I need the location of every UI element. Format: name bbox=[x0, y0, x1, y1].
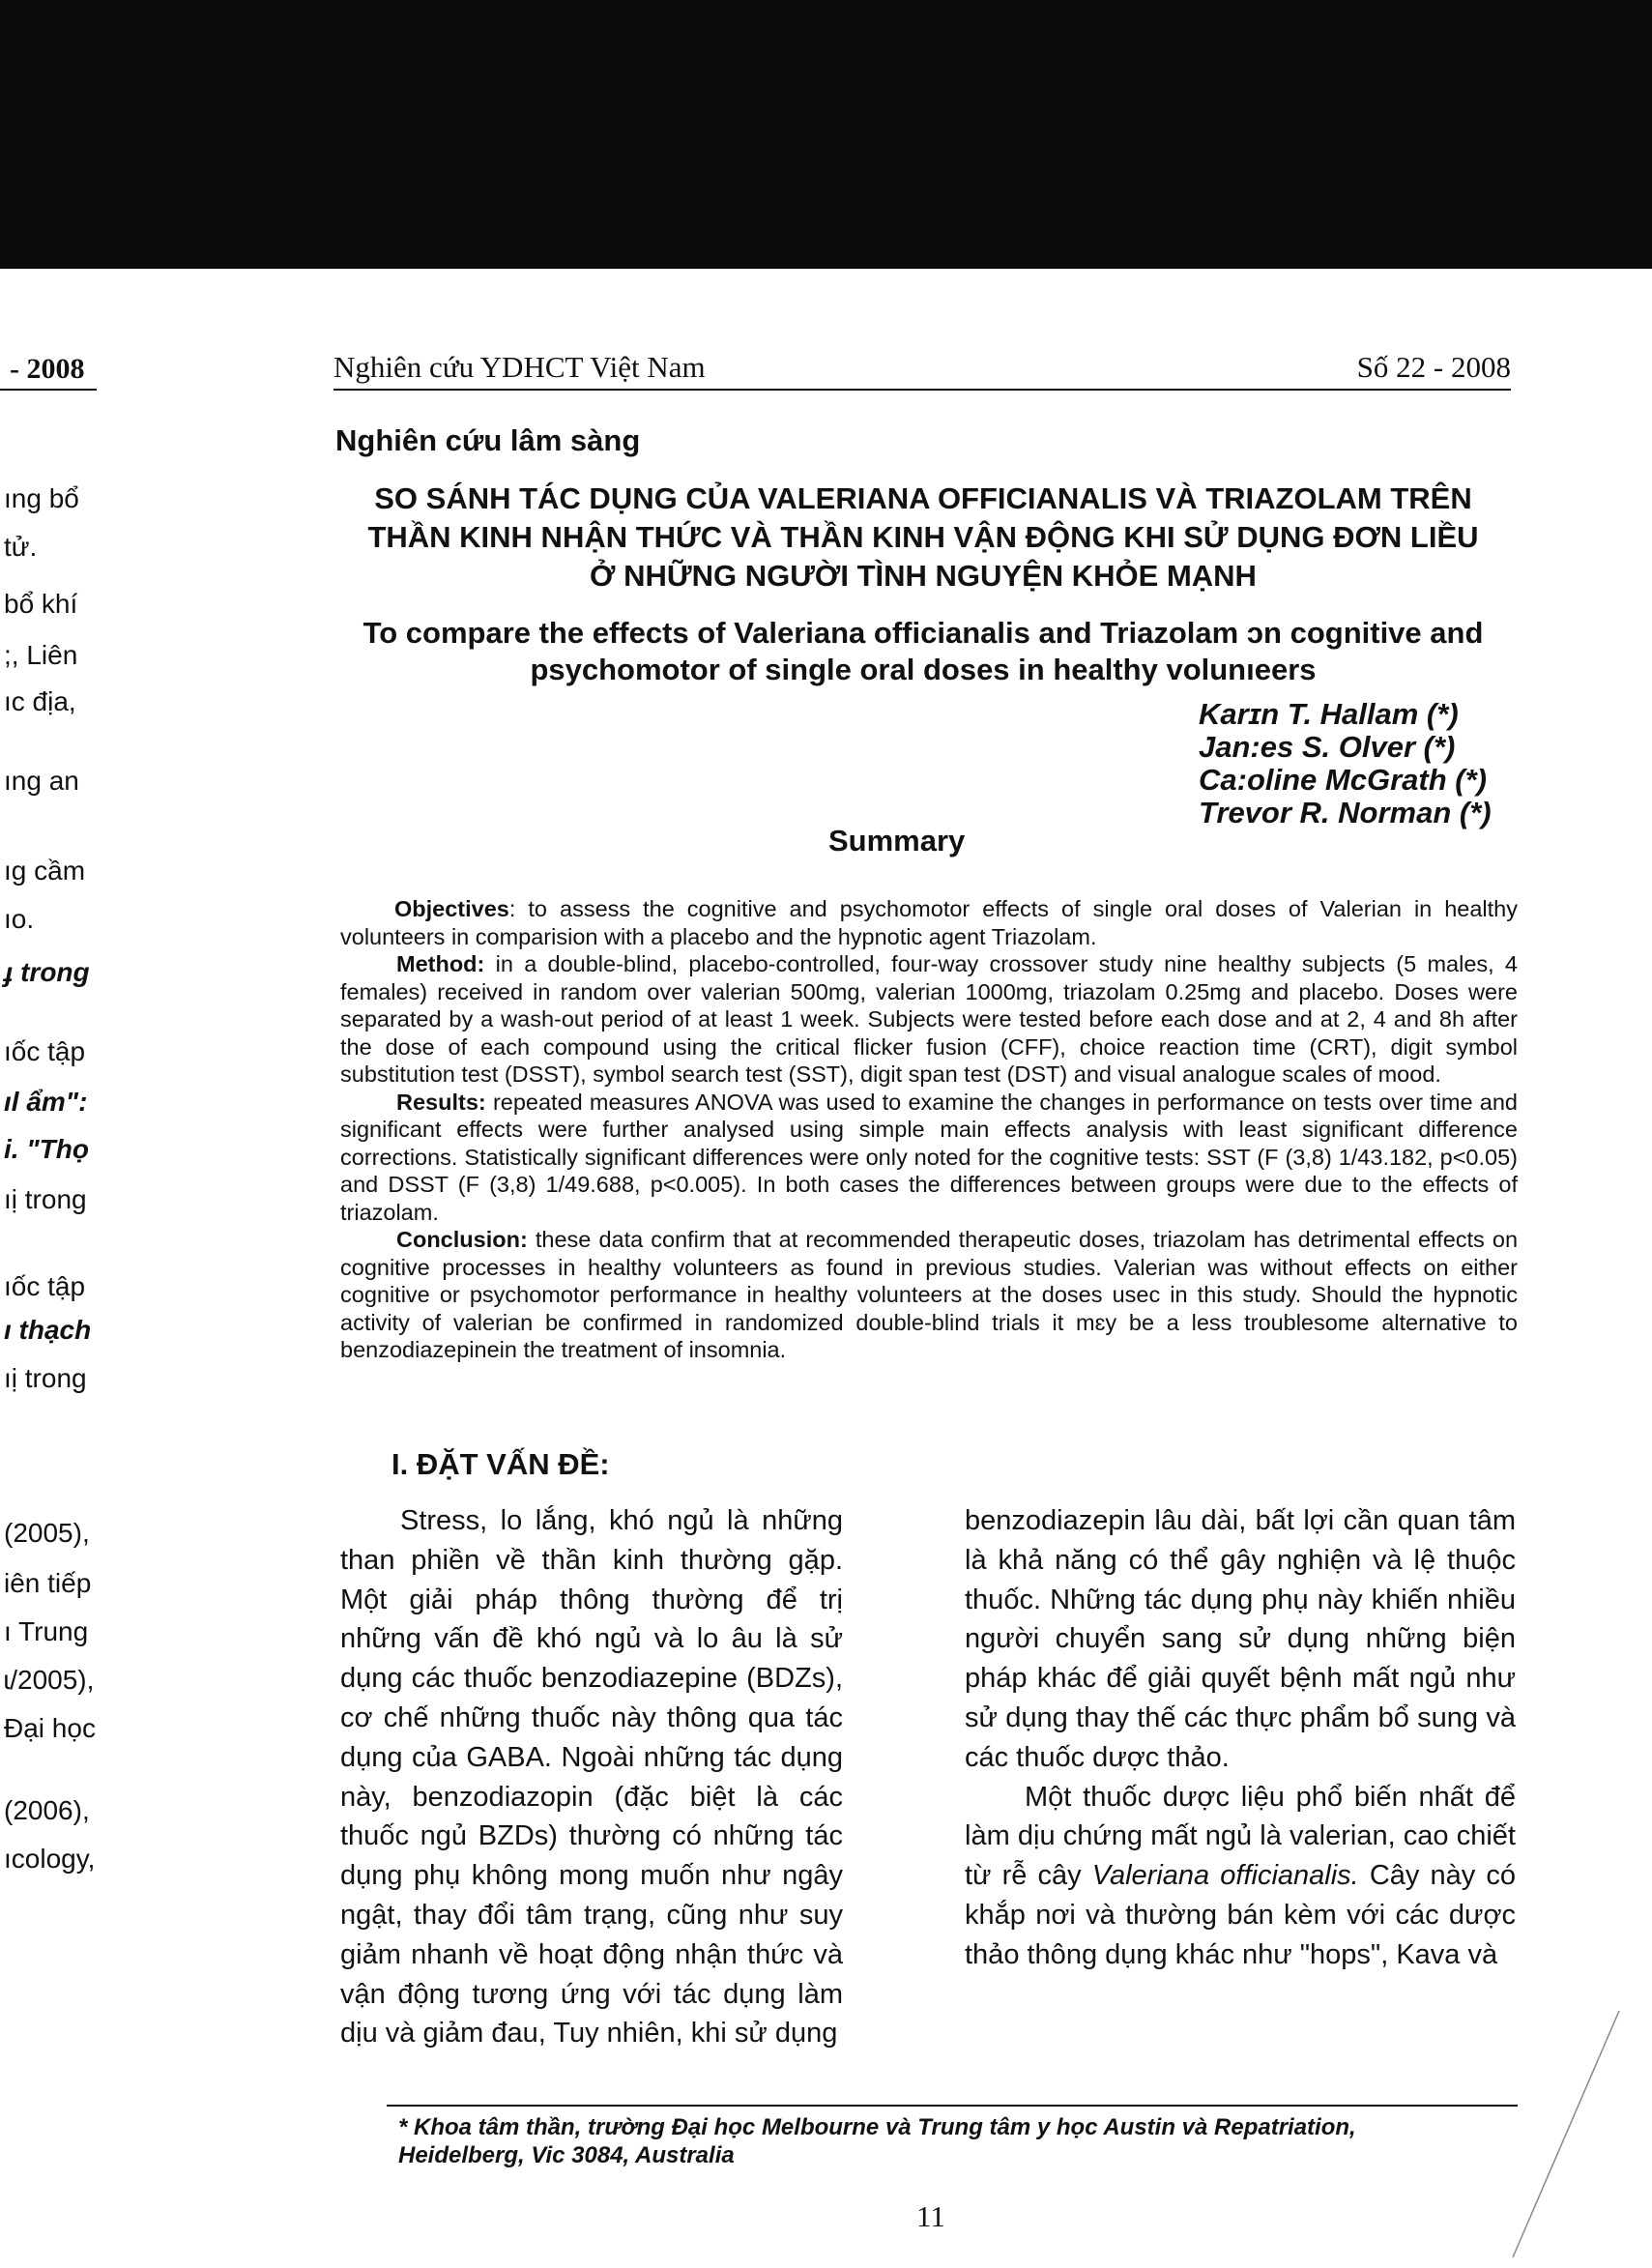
body-paragraph: benzodiazepin lâu dài, bất lợi cần quan tâm là khả năng có thể gây nghiện và lệ thuộc thuốc. Những tác dụng phụ này khiến nhiều người chuyển sang sử dụng những biện pháp khác để giải quyết bệnh mất ngủ như sử dụng thay thế các thực phẩm bổ sung và các thuốc dược thảo. bbox=[965, 1505, 1516, 1773]
section-heading: I. ĐẶT VẤN ĐỀ: bbox=[391, 1447, 610, 1481]
left-fragment-line: iên tiếp bbox=[4, 1568, 92, 1598]
left-fragment-line: ɟ trong bbox=[4, 957, 90, 987]
title-en-line: To compare the effects of Valeriana officianalis and Triazolam ɔn cognitive and bbox=[362, 616, 1484, 650]
left-fragment-line: (2006), bbox=[4, 1795, 90, 1825]
footnote-line: * Khoa tâm thần, trường Đại học Melbourne và Trung tâm y học Austin và Repatriation, bbox=[398, 2114, 1356, 2140]
abstract-label: Method: bbox=[396, 951, 485, 976]
species-name: Valeriana officianalis. bbox=[1091, 1860, 1359, 1892]
left-fragment-line: (2005), bbox=[4, 1518, 90, 1548]
body-paragraph bbox=[965, 1778, 1516, 1975]
abstract-sep: : bbox=[508, 896, 529, 921]
abstract-text: repeated measures ANOVA was used to examine the changes in performance on tests over time and significant effects were further analysed using simple main effects analysis with least significant difference corrections. Statistically significant differences were only noted for the cognitive tests: SST (F (3,8) 1/43.182, p<0.05) and DSST (F (3,8) 1/49.688, p<0.005). In both cases the differences between groups were due to the effects of triazolam. bbox=[340, 1089, 1519, 1225]
abstract-label: Objectives bbox=[394, 896, 509, 921]
abstract bbox=[340, 895, 1518, 1364]
abstract-text: to assess the cognitive and psychomotor effects of single oral doses of Valerian in healthy volunteers in comparision with a placebo and the hypnotic agent Triazolam. bbox=[340, 896, 1519, 949]
scan-edge-line bbox=[1508, 2011, 1624, 2262]
abstract-sep bbox=[486, 1090, 493, 1115]
abstract-text: in a double-blind, placebo-controlled, four-way crossover study nine healthy subjects (5 males, 4 females) received in random over valerian 500mg, valerian 1000mg, triazolam 0.25mg and placebo. Doses were separated by a wash-out period of at least 1 week. Subjects were tested before each dose and at 2, 4 and 8h after the dose of each compound using the critical flicker fusion (CFF), choice reaction time (CRT), digit symbol substitution test (DSST), symbol search test (SST), digit span test (DST) and visual analogue scales of mood. bbox=[340, 951, 1518, 1087]
left-fragment-line: ı Trung bbox=[4, 1616, 89, 1646]
author: Ca:oline McGrath (*) bbox=[1199, 763, 1487, 797]
title-vi-line: THẦN KINH NHẬN THỨC VÀ THẦN KINH VẬN ĐỘNG KHI SỬ DỤNG ĐƠN LIỀU bbox=[367, 520, 1479, 554]
title-vi-line: SO SÁNH TÁC DỤNG CỦA VALERIANA OFFICIANALIS VÀ TRIAZOLAM TRÊN bbox=[374, 481, 1472, 515]
footnote bbox=[398, 2113, 1520, 2169]
left-fragment-line: ıcology, bbox=[4, 1844, 96, 1874]
left-fragment-line: ıl ẩm": bbox=[4, 1087, 88, 1117]
left-fragment-line: ıị trong bbox=[4, 1184, 87, 1214]
title-vi-line: Ở NHỮNG NGƯỜI TÌNH NGUYỆN KHỎE MẠNH bbox=[590, 559, 1257, 593]
left-fragment-line: ıc địa, bbox=[4, 686, 76, 716]
left-fragment-line: ıốc tập bbox=[4, 1036, 86, 1066]
left-page-year: - 2008 bbox=[10, 353, 85, 385]
left-fragment-line: ɩ/2005), bbox=[4, 1665, 95, 1695]
abstract-objectives bbox=[340, 895, 1518, 950]
title-english bbox=[329, 615, 1518, 688]
left-fragment-line: tử. bbox=[4, 532, 38, 562]
author-list bbox=[1199, 698, 1492, 829]
page-number: 11 bbox=[916, 2199, 945, 2233]
abstract-results bbox=[340, 1089, 1518, 1227]
left-fragment-line: bổ khí bbox=[4, 589, 78, 619]
left-fragment-line: ıng an bbox=[4, 766, 79, 796]
author: Trevor R. Norman (*) bbox=[1199, 796, 1492, 829]
journal-name: Nghiên cứu YDHCT Việt Nam bbox=[333, 350, 706, 384]
title-vietnamese bbox=[329, 480, 1518, 596]
body-column-left bbox=[340, 1501, 843, 2053]
abstract-sep bbox=[484, 951, 495, 976]
section-label: Nghiên cứu lâm sàng bbox=[335, 423, 641, 457]
left-fragment-line: Đại học bbox=[4, 1713, 96, 1743]
left-fragment-line: i. "Thọ bbox=[4, 1134, 89, 1164]
body-paragraph: Stress, lo lắng, khó ngủ là những than phiền về thần kinh thường gặp. Một giải pháp thông thường để trị những vấn đề khó ngủ và lo âu là sử dụng các thuốc benzodiazepine (BDZs), cơ chế những thuốc này thông qua tác dụng của GABA. Ngoài những tác dụng này, benzodiazopin (đặc biệt là các thuốc ngủ BZDs) thường có những tác dụng phụ không mong muốn như ngây ngật, thay đổi tâm trạng, cũng như suy giảm nhanh về hoạt động nhận thức và vận động tương ứng với tác dụng làm dịu và giảm đau, Tuy nhiên, khi sử dụng bbox=[340, 1505, 843, 2050]
left-fragment-line: ıốc tập bbox=[4, 1271, 86, 1301]
scan-dark-band bbox=[0, 0, 1652, 269]
abstract-label: Conclusion: bbox=[396, 1227, 528, 1252]
footnote-line: Heidelberg, Vic 3084, Australia bbox=[398, 2142, 735, 2168]
left-fragment-line: ıị trong bbox=[4, 1363, 87, 1393]
abstract-sep bbox=[528, 1227, 536, 1252]
left-page-fragment bbox=[0, 319, 108, 2059]
abstract-label: Results: bbox=[396, 1089, 486, 1115]
left-fragment-line: ı thạch bbox=[4, 1315, 92, 1345]
left-fragment-line: ıng bổ bbox=[4, 483, 79, 513]
abstract-method bbox=[340, 950, 1518, 1089]
left-fragment-line: ıo. bbox=[4, 904, 35, 934]
abstract-text: these data confirm that at recommended therapeutic doses, triazolam has detrimental effects on cognitive processes in healthy volunteers as found in previous studies. Valerian was without effects on either cognitive or psychomotor performance in healthy volunteers at the doses usec in this study. Should the hypnotic activity of valerian be confirmed in randomized double-blind trials it mɛy be a less troublesome alternative to benzodiazepinein the treatment of insomnia. bbox=[340, 1227, 1519, 1362]
left-fragment-line: ıg cầm bbox=[4, 856, 86, 886]
summary-heading: Summary bbox=[828, 824, 966, 858]
footnote-rule bbox=[387, 2105, 1518, 2107]
body-text: Một thuốc dược liệu phổ biến nhất để làm dịu chứng mất ngủ là valerian, cao chiết từ rễ cây bbox=[965, 1781, 1516, 1892]
abstract-conclusion bbox=[340, 1226, 1518, 1364]
title-en-line: psychomotor of single oral doses in healthy volunıeers bbox=[530, 653, 1317, 686]
issue-number: Số 22 - 2008 bbox=[1356, 350, 1511, 384]
author: Karɪn T. Hallam (*) bbox=[1199, 697, 1459, 731]
left-fragment-line: ;, Liên bbox=[4, 640, 78, 670]
author: Jan:es S. Olver (*) bbox=[1199, 730, 1456, 764]
body-text: Cây này có khắp nơi và thường bán kèm với các dược thảo thông dụng khác như "hops", Kava và bbox=[965, 1860, 1516, 1970]
body-column-right bbox=[965, 1501, 1516, 1975]
running-header bbox=[333, 350, 1511, 391]
